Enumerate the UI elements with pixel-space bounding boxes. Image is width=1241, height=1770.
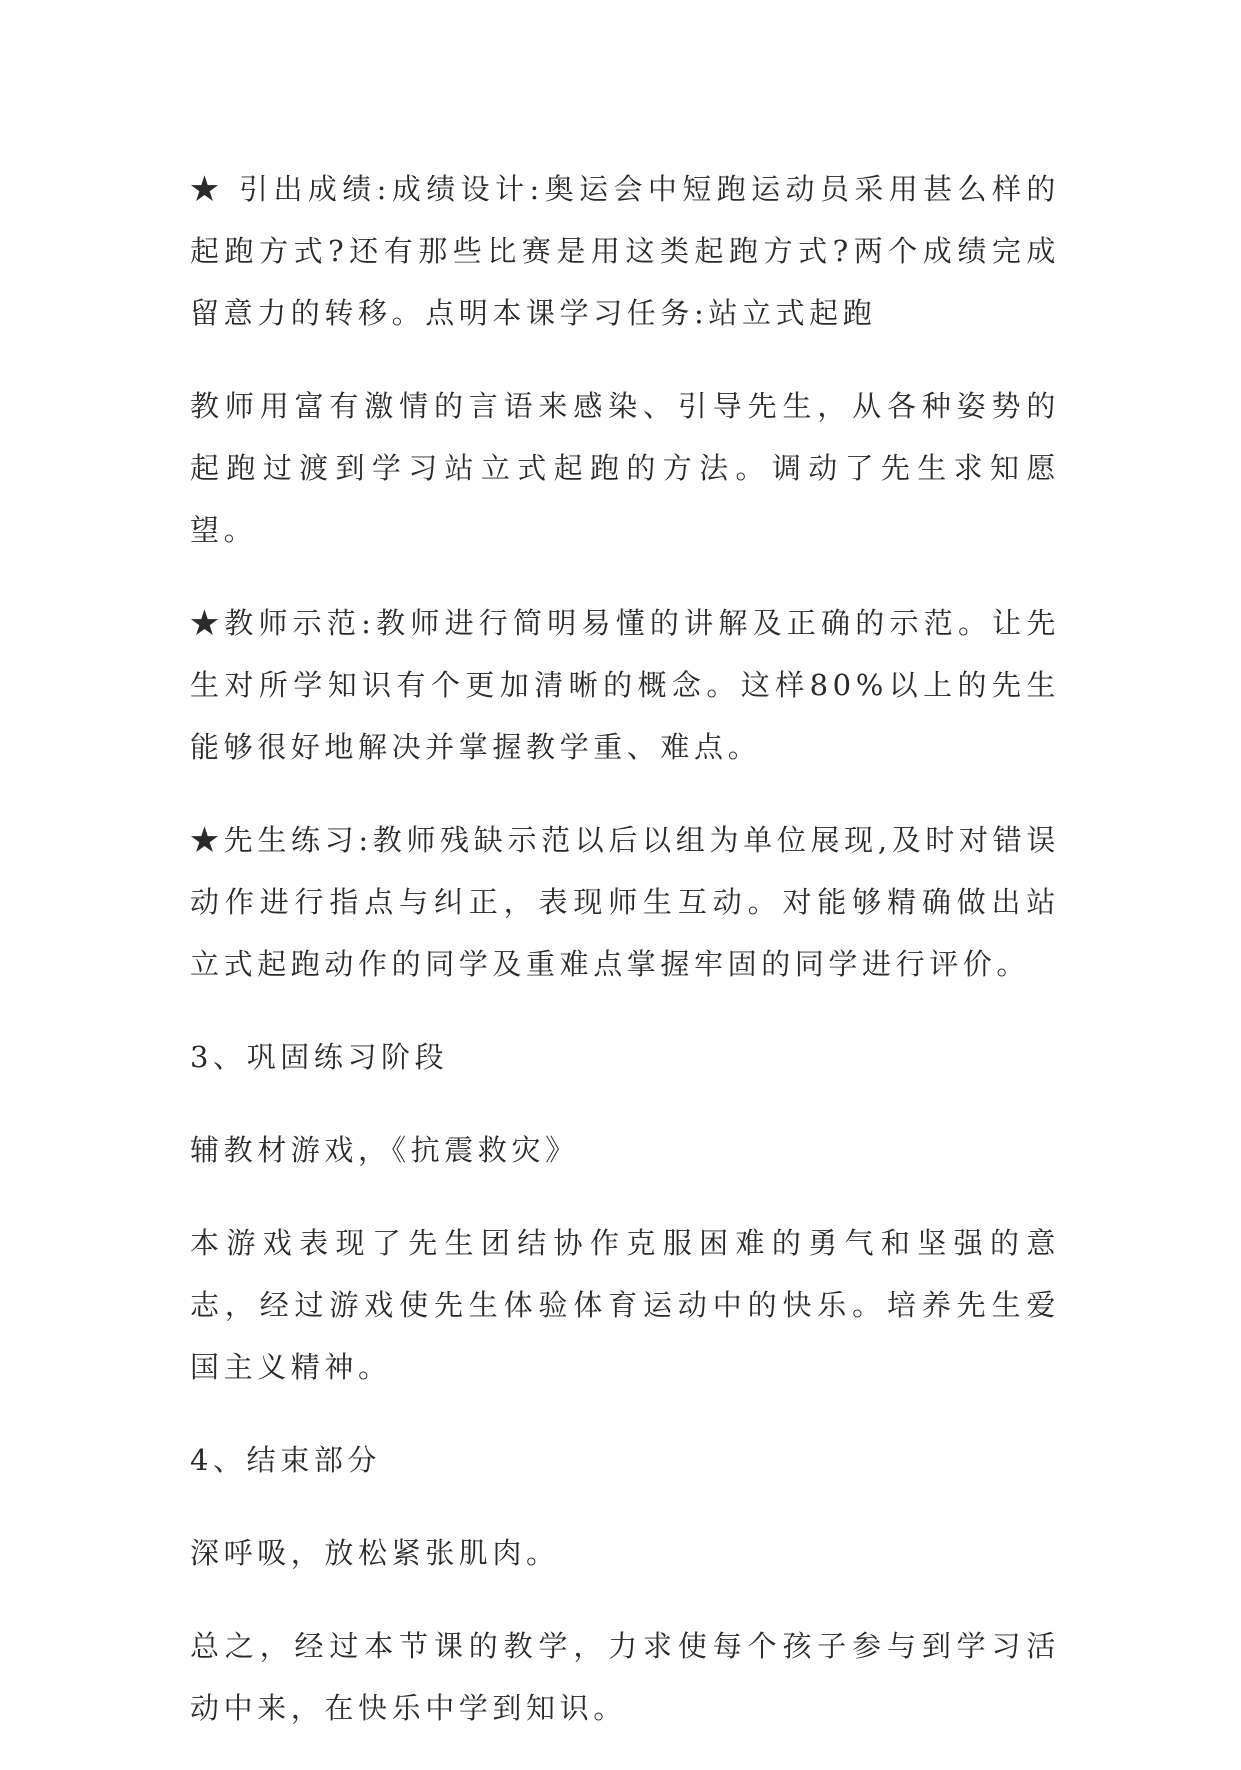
section-heading-ending: 4、结束部分 [190, 1443, 382, 1477]
paragraph-lead-in: ★ 引出成绩:成绩设计:奥运会中短跑运动员采用甚么样的起跑方式?还有那些比赛是用这类起跑方式?两个成绩完成留意力的转移。点明本课学习任务:站立式起跑 [190, 172, 1060, 330]
paragraph-student-practice: ★先生练习:教师残缺示范以后以组为单位展现,及时对错误动作进行指点与纠正，表现师生互动。对能够精确做出站立式起跑动作的同学及重难点掌握牢固的同学进行评价。 [190, 823, 1060, 981]
paragraph-teacher-guidance: 教师用富有激情的言语来感染、引导先生，从各种姿势的起跑过渡到学习站立式起跑的方法。调动了先生求知愿望。 [190, 389, 1060, 547]
section-heading-consolidation: 3、巩固练习阶段 [190, 1040, 449, 1074]
paragraph-game-title: 辅教材游戏，《抗震救灾》 [190, 1133, 579, 1167]
paragraph-game-description: 本游戏表现了先生团结协作克服困难的勇气和坚强的意志，经过游戏使先生体验体育运动中的快乐。培养先生爱国主义精神。 [190, 1226, 1060, 1384]
document-page [190, 158, 1060, 1770]
paragraph-summary: 总之，经过本节课的教学，力求使每个孩子参与到学习活动中来，在快乐中学到知识。 [190, 1629, 1060, 1725]
paragraph-breathing: 深呼吸，放松紧张肌肉。 [190, 1536, 560, 1570]
paragraph-teacher-demo: ★教师示范:教师进行简明易懂的讲解及正确的示范。让先生对所学知识有个更加清晰的概念。这样80%以上的先生能够很好地解决并掌握教学重、难点。 [190, 606, 1060, 764]
